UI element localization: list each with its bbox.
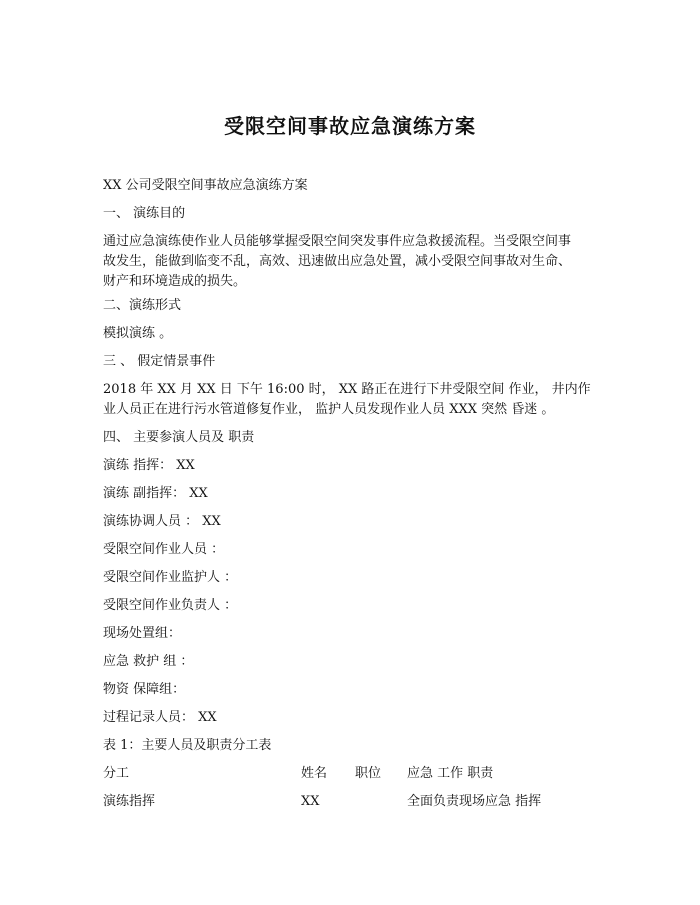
purpose-paragraph <box>103 232 603 292</box>
section-heading-purpose: 一、 演练目的 <box>103 206 186 221</box>
scenario-paragraph <box>103 380 603 420</box>
personnel-item: 演练 副指挥： XX <box>103 486 208 501</box>
personnel-item: 演练协调人员 ： XX <box>103 514 221 529</box>
personnel-item: 受限空间作业监护人 ： <box>103 570 238 585</box>
personnel-item: 现场处置组： <box>103 626 182 641</box>
personnel-item: 应急 救护 组 ： <box>103 654 194 669</box>
document-title: 受限空间事故应急演练方案 <box>224 114 476 138</box>
section-heading-form: 二、演练形式 <box>103 298 182 313</box>
table-header-cell: 分工 <box>103 766 130 781</box>
personnel-item: 受限空间作业负责人 ： <box>103 598 238 613</box>
purpose-line: 通过应急演练使作业人员能够掌握受限空间突发事件应急救援流程。当受限空间事 <box>103 234 572 249</box>
section-heading-scenario: 三 、 假定情景事件 <box>103 354 216 369</box>
scenario-line: 2018 年 XX 月 XX 日 下午 16:00 时， XX 路正在进行下井受限空间 作业， 井内作 <box>103 382 591 397</box>
section-heading-personnel: 四、 主要参演人员及 职责 <box>103 430 255 445</box>
scenario-line: 业人员正在进行污水管道修复作业， 监护人员发现作业人员 XXX 突然 昏迷 。 <box>103 402 555 417</box>
purpose-line: 财产和环境造成的损失。 <box>103 274 247 289</box>
personnel-item: 演练 指挥： XX <box>103 458 195 473</box>
table-header-cell: 姓名 <box>301 766 328 781</box>
table-caption: 表 1：主要人员及职责分工表 <box>103 738 272 753</box>
personnel-item: 受限空间作业人员 ： <box>103 542 225 557</box>
table-cell: 全面负责现场应急 指挥 <box>407 794 542 809</box>
table-cell: 演练指挥 <box>103 794 156 809</box>
purpose-line: 故发生，能做到临变不乱，高效、迅速做出应急处置，减小受限空间事故对生命、 <box>103 254 572 269</box>
table-header-cell: 职位 <box>355 766 382 781</box>
table-cell: XX <box>301 794 320 809</box>
personnel-item: 过程记录人员： XX <box>103 710 217 725</box>
personnel-item: 物资 保障组： <box>103 682 186 697</box>
table-header-cell: 应急 工作 职责 <box>407 766 494 781</box>
document-subtitle: XX 公司受限空间事故应急演练方案 <box>103 178 308 193</box>
form-paragraph: 模拟演练 。 <box>103 326 173 341</box>
